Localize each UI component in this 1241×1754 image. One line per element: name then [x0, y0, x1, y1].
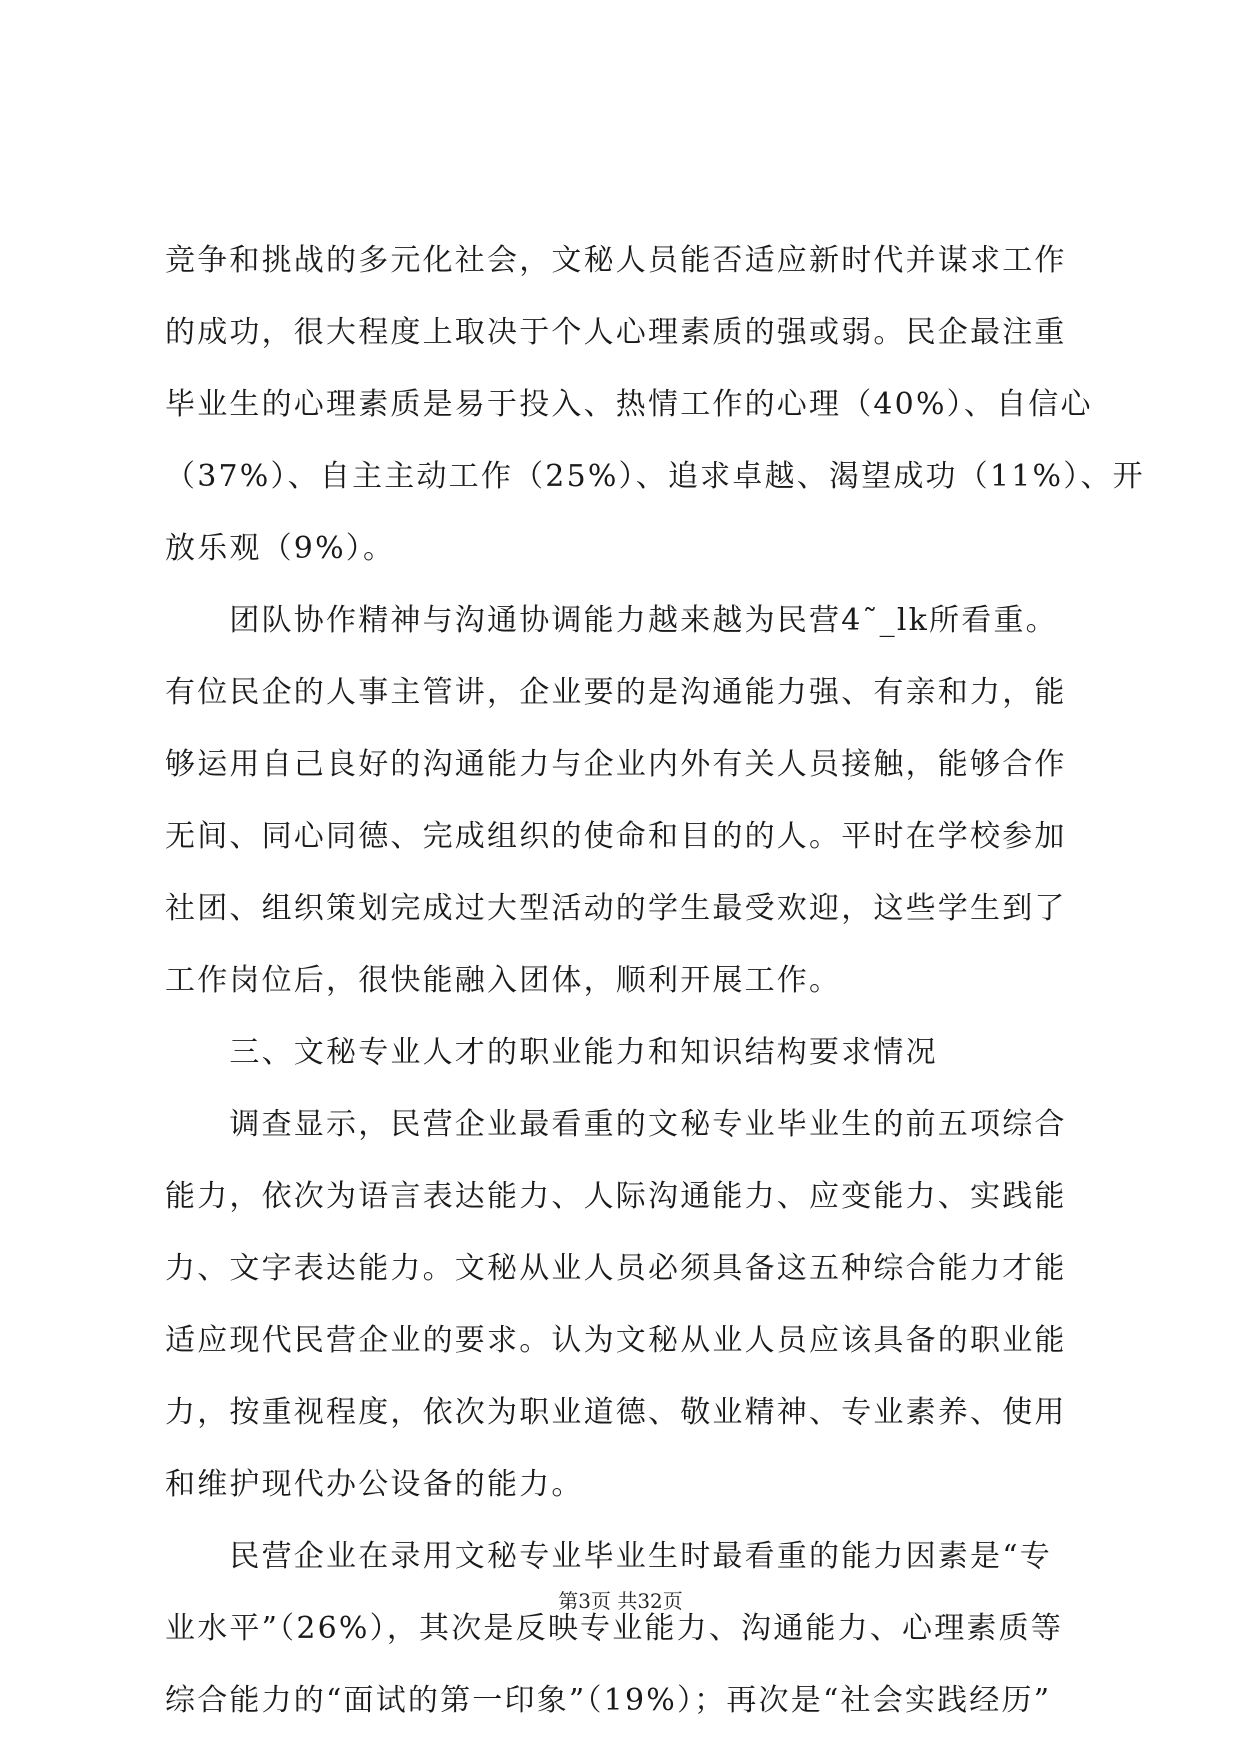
page-number-footer: 第3页 共32页	[558, 1589, 683, 1613]
text-line: 有位民企的人事主管讲，企业要的是沟通能力强、有亲和力，能	[165, 675, 1067, 710]
text-line: 放乐观（9%）。	[165, 531, 396, 566]
text-line: 毕业生的心理素质是易于投入、热情工作的心理（40%）、自信心	[165, 387, 1093, 422]
text-line: 综合能力的“面试的第一印象”（19%）；再次是“社会实践经历”	[165, 1683, 1052, 1718]
body-text	[165, 225, 1145, 1737]
text-line: 力、文字表达能力。文秘从业人员必须具备这五种综合能力才能	[165, 1251, 1067, 1286]
text-line: 能力，依次为语言表达能力、人际沟通能力、应变能力、实践能	[165, 1179, 1067, 1214]
text-line: 业水平”（26%），其次是反映专业能力、沟通能力、心理素质等	[165, 1611, 1064, 1646]
text-line: 竞争和挑战的多元化社会，文秘人员能否适应新时代并谋求工作	[165, 243, 1067, 278]
text-line: 团队协作精神与沟通协调能力越来越为民营4˜_lk所看重。	[165, 603, 1058, 638]
text-line: 工作岗位后，很快能融入团体，顺利开展工作。	[165, 963, 842, 998]
text-line: 够运用自己良好的沟通能力与企业内外有关人员接触，能够合作	[165, 747, 1067, 782]
text-line: 调查显示，民营企业最看重的文秘专业毕业生的前五项综合	[165, 1107, 1067, 1142]
text-line: 的成功，很大程度上取决于个人心理素质的强或弱。民企最注重	[165, 315, 1067, 350]
text-line: 力，按重视程度，依次为职业道德、敬业精神、专业素养、使用	[165, 1395, 1067, 1430]
text-line: （37%）、自主主动工作（25%）、追求卓越、渴望成功（11%）、开	[165, 459, 1145, 494]
text-line: 和维护现代办公设备的能力。	[165, 1467, 584, 1502]
text-line: 社团、组织策划完成过大型活动的学生最受欢迎，这些学生到了	[165, 891, 1067, 926]
text-line: 适应现代民营企业的要求。认为文秘从业人员应该具备的职业能	[165, 1323, 1067, 1358]
text-line: 民营企业在录用文秘专业毕业生时最看重的能力因素是“专	[165, 1539, 1052, 1574]
section-heading: 三、文秘专业人才的职业能力和知识结构要求情况	[165, 1035, 938, 1070]
text-line: 无间、同心同德、完成组织的使命和目的的人。平时在学校参加	[165, 819, 1067, 854]
